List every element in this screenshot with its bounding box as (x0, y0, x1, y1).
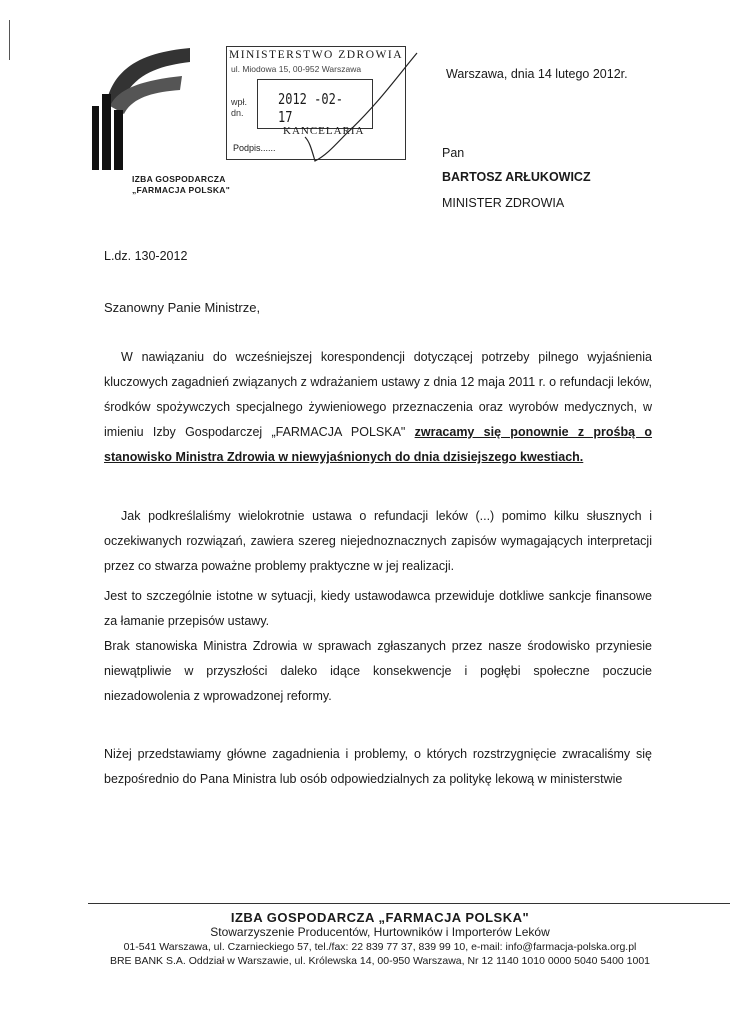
footer-bank: BRE BANK S.A. Oddział w Warszawie, ul. Królewska 14, 00-950 Warszawa, Nr 12 1140 1010 0000 5040 5400 1001 (109, 955, 651, 967)
stamp-signature-label: Podpis...... (233, 143, 276, 153)
registry-stamp (226, 46, 406, 160)
recipient-name: BARTOSZ ARŁUKOWICZ (442, 170, 591, 184)
recipient-title: MINISTER ZDROWIA (442, 196, 565, 210)
stamp-address: ul. Miodowa 15, 00-952 Warszawa (231, 64, 362, 74)
paragraph-5: Niżej przedstawiamy główne zagadnienia i problemy, o których rozstrzygnięcie zwracaliśmy się bezpośrednio do Pana Ministra lub osób odpowiedzialnych za politykę lekową w ministerstwie (104, 747, 652, 786)
handwritten-signature (267, 47, 427, 165)
recipient-salutation: Pan (442, 146, 465, 160)
paragraph-1-text: W nawiązaniu do wcześniejszej korespondencji dotyczącej potrzeby pilnego wyjaśnienia kluczowych zagadnień związanych z wdrażaniem ustawy z dnia 12 maja 2011 r. o refundacji leków, środków spożywczych specjalnego żywieniowego przeznaczenia oraz wyrobów medycznych, w imieniu Izby Gospodarczej „FARMACJA POLSKA" (104, 350, 652, 439)
footer-address: 01-541 Warszawa, ul. Czarnieckiego 57, tel./fax: 22 839 77 37, 839 99 10, e-mail: info@farmacja-polska.org.pl (123, 941, 637, 953)
farmacja-polska-logo (88, 44, 198, 174)
stamp-office: KANCELARIA (283, 125, 365, 137)
paragraph-4: Brak stanowiska Ministra Zdrowia w sprawach zgłaszanych przez nasze środowisko przyniesie niewątpliwie w przyszłości daleko idące konsekwencje i pogłębi społeczne poczucie niezadowolenia z wprowadzonej reformy. (104, 639, 652, 703)
logo-caption (132, 174, 230, 196)
logo-caption-line1: IZBA GOSPODARCZA (132, 174, 226, 184)
stamp-date: 2012 -02- 17 (278, 90, 344, 126)
footer-org-description: Stowarzyszenie Producentów, Hurtowników i Importerów Leków (210, 925, 550, 939)
logo-caption-line2: „FARMACJA POLSKA" (132, 185, 231, 195)
margin-line (9, 20, 10, 60)
paragraph-2: Jak podkreślaliśmy wielokrotnie ustawa o refundacji leków (...) pomimo kilku słusznych i oczekiwanych rozwiązań, zawiera szereg niejednoznacznych zapisów wymagających interpretacji przez co stwarza poważne problemy praktyczne w jej realizacji. (104, 509, 652, 573)
stamp-received-label: wpł. dn. (231, 97, 248, 118)
letter-date: Warszawa, dnia 14 lutego 2012r. (446, 67, 628, 81)
paragraph-1-emphasis: zwracamy się ponownie z prośbą o stanowisko Ministra Zdrowia w niewyjaśnionych do dnia dzisiejszego kwestiach. (104, 425, 653, 464)
greeting: Szanowny Panie Ministrze, (104, 300, 261, 315)
footer-org-name: IZBA GOSPODARCZA „FARMACJA POLSKA" (230, 910, 530, 925)
stamp-title: MINISTERSTWO ZDROWIA (228, 49, 404, 61)
footer-divider (88, 903, 730, 904)
reference-number: L.dz. 130-2012 (104, 249, 188, 263)
paragraph-1 (104, 345, 652, 470)
paragraph-3: Jest to szczególnie istotne w sytuacji, kiedy ustawodawca przewiduje dotkliwe sankcje finansowe za łamanie przepisów ustawy. (104, 589, 652, 628)
